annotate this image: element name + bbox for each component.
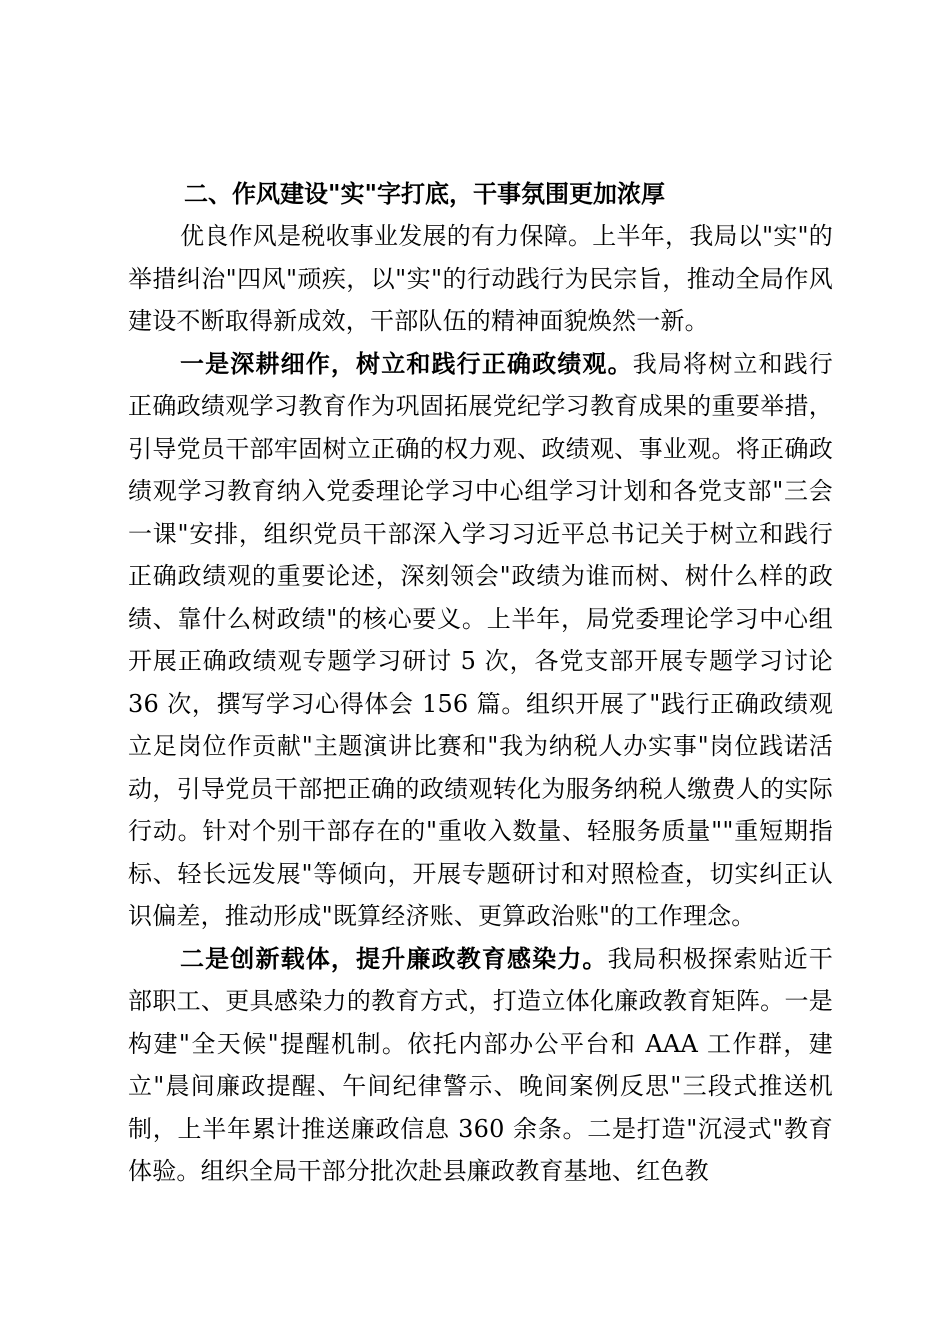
paragraph-intro-text: 优良作风是税收事业发展的有力保障。上半年，我局以"实"的举措纠治"四风"顽疾，以"实"的行动践行为民宗旨，推动全局作风建设不断取得新成效，干部队伍的精神面貌焕然一新。	[128, 222, 833, 335]
paragraph-point-two-text: 我局积极探索贴近干部职工、更具感染力的教育方式，打造立体化廉政教育矩阵。一是构建"全天候"提醒机制。依托内部办公平台和 AAA 工作群，建立"晨间廉政提醒、午间纪律警示、晚间案例反思"三段式推送机制，上半年累计推送廉政信息 360 余条。二是打造"沉浸式"教育体验。组织全局干部分批次赴县廉政教育基地、红色教	[128, 944, 833, 1185]
document-body	[128, 173, 833, 1193]
paragraph-point-one	[128, 343, 833, 938]
paragraph-point-one-lead: 一是深耕细作，树立和践行正确政绩观。	[180, 348, 633, 378]
paragraph-point-one-text: 我局将树立和践行正确政绩观学习教育作为巩固拓展党纪学习教育成果的重要举措，引导党员干部牢固树立正确的权力观、政绩观、事业观。将正确政绩观学习教育纳入党委理论学习中心组学习计划和各党支部"三会一课"安排，组织党员干部深入学习习近平总书记关于树立和践行正确政绩观的重要论述，深刻领会"政绩为谁而树、树什么样的政绩、靠什么树政绩"的核心要义。上半年，局党委理论学习中心组开展正确政绩观专题学习研讨 5 次，各党支部开展专题学习讨论 36 次，撰写学习心得体会 156 篇。组织开展了"践行正确政绩观立足岗位作贡献"主题演讲比赛和"我为纳税人办实事"岗位践诺活动，引导党员干部把正确的政绩观转化为服务纳税人缴费人的实际行动。针对个别干部存在的"重收入数量、轻服务质量""重短期指标、轻长远发展"等倾向，开展专题研讨和对照检查，切实纠正认识偏差，推动形成"既算经济账、更算政治账"的工作理念。	[128, 349, 833, 930]
paragraph-point-two	[128, 938, 833, 1193]
paragraph-intro	[128, 215, 833, 343]
section-heading: 二、作风建设"实"字打底，干事氛围更加浓厚	[184, 179, 666, 208]
paragraph-point-two-lead: 二是创新载体，提升廉政教育感染力。	[180, 943, 608, 973]
